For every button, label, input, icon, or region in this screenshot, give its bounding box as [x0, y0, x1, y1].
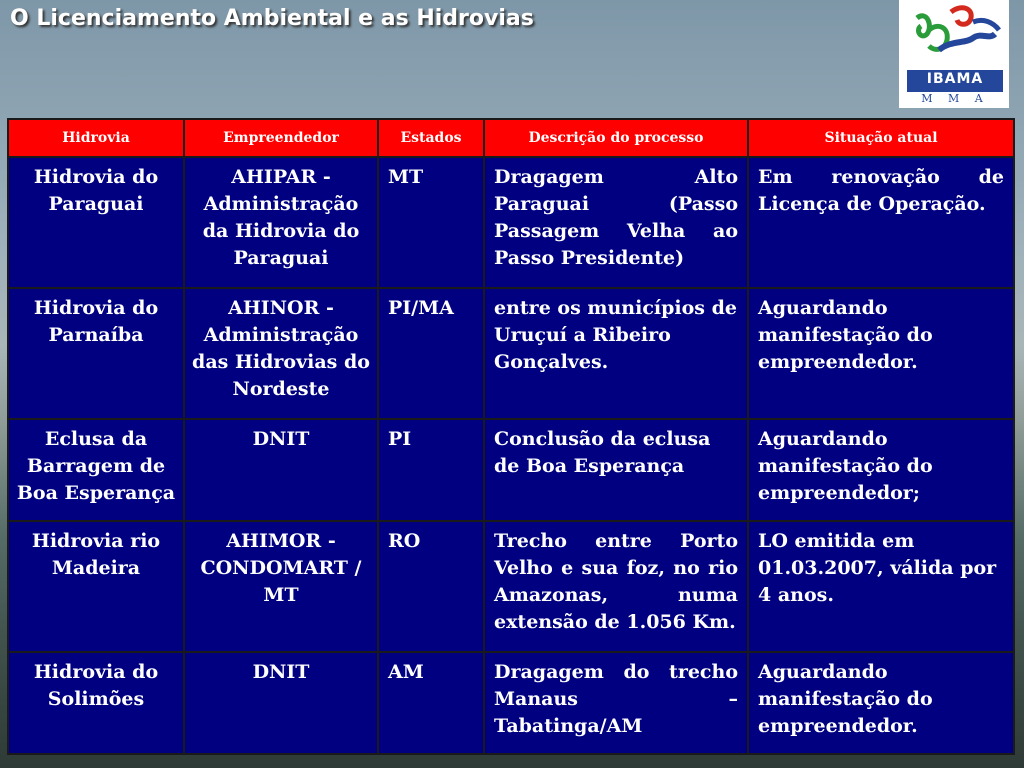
cell-hidrovia: Hidrovia do Solimões	[8, 652, 184, 754]
cell-situacao: Aguardando manifestação do empreendedor.	[748, 288, 1014, 419]
column-header-situacao: Situação atual	[748, 119, 1014, 157]
cell-descricao: Dragagem Alto Paraguai (Passo Passagem Velha ao Passo Presidente)	[484, 157, 748, 288]
table-header-row	[8, 119, 1014, 157]
cell-hidrovia: Eclusa da Barragem de Boa Esperança	[8, 419, 184, 521]
cell-descricao: Trecho entre Porto Velho e sua foz, no rio Amazonas, numa extensão de 1.056 Km.	[484, 521, 748, 652]
cell-empreendedor: AHINOR - Administração das Hidrovias do Nordeste	[184, 288, 378, 419]
table-row	[8, 652, 1014, 754]
logo-text: IBAMA	[907, 70, 1003, 100]
cell-estados: MT	[378, 157, 484, 288]
logo-subtitle: M M A	[907, 92, 1003, 106]
cell-empreendedor: AHIMOR - CONDOMART / MT	[184, 521, 378, 652]
cell-descricao: entre os municípios de Uruçuí a Ribeiro Gonçalves.	[484, 288, 748, 419]
cell-hidrovia: Hidrovia rio Madeira	[8, 521, 184, 652]
cell-estados: RO	[378, 521, 484, 652]
ibama-emblem-icon	[899, 0, 1009, 72]
cell-empreendedor: DNIT	[184, 652, 378, 754]
table-row	[8, 288, 1014, 419]
cell-situacao: Aguardando manifestação do empreendedor;	[748, 419, 1014, 521]
cell-situacao: Em renovação de Licença de Operação.	[748, 157, 1014, 288]
cell-situacao: LO emitida em 01.03.2007, válida por 4 anos.	[748, 521, 1014, 652]
cell-empreendedor: AHIPAR - Administração da Hidrovia do Paraguai	[184, 157, 378, 288]
column-header-estados: Estados	[378, 119, 484, 157]
table-row	[8, 419, 1014, 521]
cell-estados: PI	[378, 419, 484, 521]
cell-descricao: Dragagem do trecho Manaus – Tabatinga/AM	[484, 652, 748, 754]
table-row	[8, 157, 1014, 288]
cell-hidrovia: Hidrovia do Parnaíba	[8, 288, 184, 419]
cell-situacao: Aguardando manifestação do empreendedor.	[748, 652, 1014, 754]
column-header-hidrovia: Hidrovia	[8, 119, 184, 157]
ibama-logo	[899, 0, 1009, 108]
cell-estados: PI/MA	[378, 288, 484, 419]
column-header-empreendedor: Empreendedor	[184, 119, 378, 157]
cell-estados: AM	[378, 652, 484, 754]
cell-empreendedor: DNIT	[184, 419, 378, 521]
hidrovias-table	[7, 118, 1015, 755]
table-row	[8, 521, 1014, 652]
cell-hidrovia: Hidrovia do Paraguai	[8, 157, 184, 288]
column-header-descricao: Descrição do processo	[484, 119, 748, 157]
cell-descricao: Conclusão da eclusa de Boa Esperança	[484, 419, 748, 521]
page-title: O Licenciamento Ambiental e as Hidrovias	[10, 6, 534, 31]
